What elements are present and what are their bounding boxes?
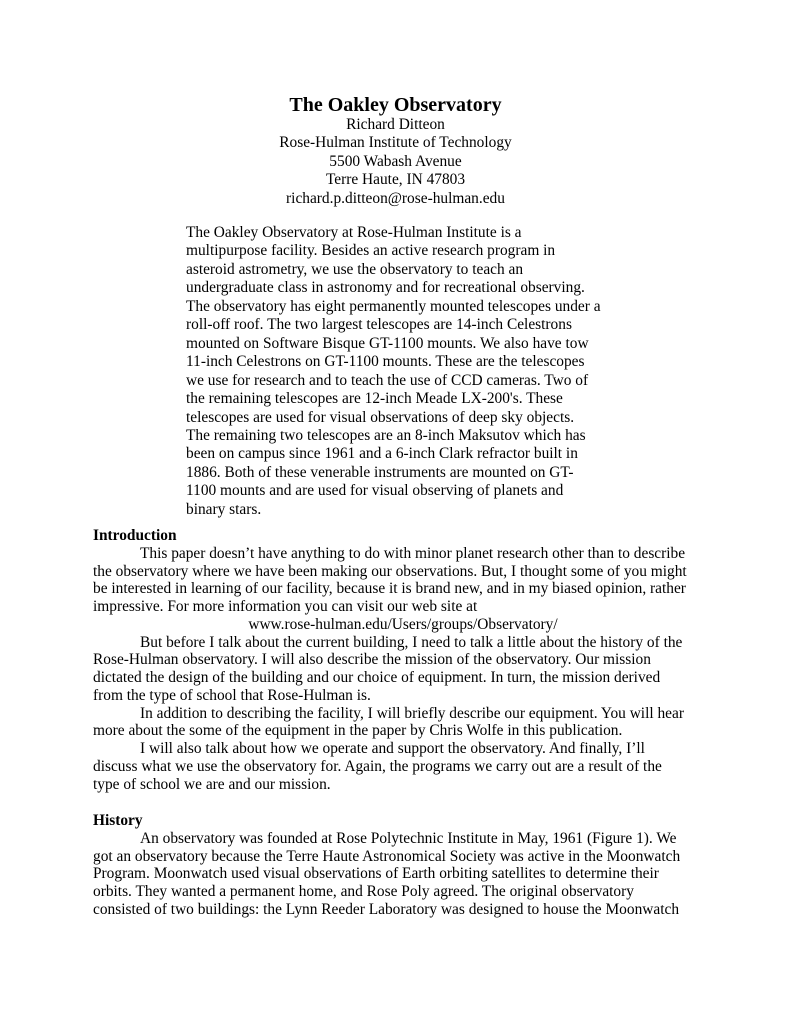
abstract-line: been on campus since 1961 and a 6-inch Clark refractor built in	[186, 445, 578, 463]
introduction-line: type of school we are and our mission.	[93, 775, 331, 793]
history-line: Program. Moonwatch used visual observations of Earth orbiting satellites to determine their	[93, 865, 659, 883]
history-section	[93, 812, 713, 919]
introduction-heading: Introduction	[93, 527, 177, 544]
abstract-line: The remaining two telescopes are an 8-inch Maksutov which has	[186, 426, 586, 444]
website-link[interactable]: www.rose-hulman.edu/Users/groups/Observatory/	[248, 615, 558, 633]
abstract-line: roll-off roof. The two largest telescopes are 14-inch Celestrons	[186, 316, 572, 334]
author-institution: Rose-Hulman Institute of Technology	[279, 134, 512, 152]
abstract	[186, 224, 626, 519]
history-line: orbits. They wanted a permanent home, and Rose Poly agreed. The original observatory	[93, 883, 634, 900]
introduction-line: impressive. For more information you can visit our web site at	[93, 598, 478, 615]
introduction-line: be interested in learning of our facility, because it is brand new, and in my biased opinion, rather	[93, 580, 686, 598]
introduction-line: dictated the design of the building and our choice of equipment. In turn, the mission derived	[93, 669, 661, 686]
abstract-line: the remaining telescopes are 12-inch Meade LX-200's. These	[186, 390, 563, 408]
history-heading: History	[93, 812, 143, 829]
author-street: 5500 Wabash Avenue	[329, 152, 462, 170]
abstract-line: asteroid astrometry, we use the observatory to teach an	[186, 260, 524, 278]
abstract-line: undergraduate class in astronomy and for recreational observing.	[186, 279, 585, 297]
abstract-line: binary stars.	[186, 500, 262, 518]
abstract-line: The observatory has eight permanently mounted telescopes under a	[186, 297, 601, 315]
introduction-line: the observatory where we have been making our observations. But, I thought some of you might	[93, 562, 687, 580]
author-block	[0, 116, 791, 208]
introduction-line: In addition to describing the facility, I will briefly describe our equipment. You will hear	[140, 704, 684, 722]
history-line: consisted of two buildings: the Lynn Reeder Laboratory was designed to house the Moonwatch	[93, 900, 680, 918]
introduction-line: I will also talk about how we operate and support the observatory. And finally, I’ll	[140, 740, 645, 757]
paper-title: The Oakley Observatory	[289, 94, 502, 116]
history-line: An observatory was founded at Rose Polytechnic Institute in May, 1961 (Figure 1). We	[140, 829, 677, 847]
introduction-line: more about the some of the equipment in the paper by Chris Wolfe in this publication.	[93, 722, 623, 740]
abstract-line: The Oakley Observatory at Rose-Hulman Institute is a	[186, 224, 522, 241]
author-email: richard.p.ditteon@rose-hulman.edu	[286, 189, 505, 207]
introduction-line: Rose-Hulman observatory. I will also describe the mission of the observatory. Our mission	[93, 651, 651, 669]
author-city: Terre Haute, IN 47803	[325, 171, 466, 189]
introduction-line: discuss what we use the observatory for. Again, the programs we carry out are a result of the	[93, 757, 662, 775]
abstract-line: mounted on Software Bisque GT-1100 mounts. We also have tow	[186, 334, 589, 352]
abstract-line: telescopes are used for visual observations of deep sky objects.	[186, 408, 575, 426]
introduction-line: from the type of school that Rose-Hulman is.	[93, 686, 371, 704]
abstract-line: 1886. Both of these venerable instruments are mounted on GT-	[186, 463, 574, 481]
author-name: Richard Ditteon	[346, 116, 445, 133]
abstract-line: we use for research and to teach the use of CCD cameras. Two of	[186, 371, 589, 389]
introduction-line: This paper doesn’t have anything to do with minor planet research other than to describe	[140, 544, 686, 562]
abstract-line: 11-inch Celestrons on GT-1100 mounts. These are the telescopes	[186, 353, 585, 371]
introduction-line: But before I talk about the current building, I need to talk a little about the history of the	[140, 633, 683, 651]
abstract-line: 1100 mounts and are used for visual observing of planets and	[186, 482, 564, 500]
abstract-line: multipurpose facility. Besides an active research program in	[186, 242, 556, 260]
introduction-section	[93, 527, 713, 793]
history-line: got an observatory because the Terre Haute Astronomical Society was active in the Moonwatch	[93, 847, 681, 865]
